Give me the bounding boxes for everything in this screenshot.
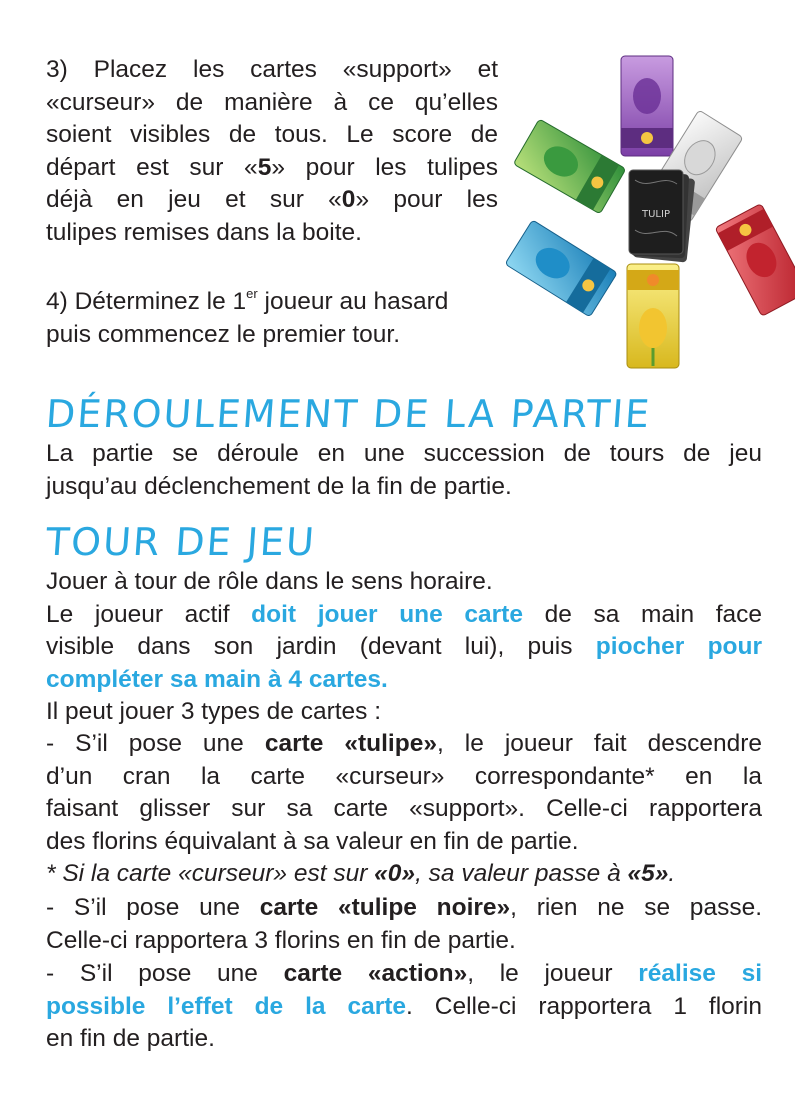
text-line: d’un cran la carte «curseur» correspondante* en la [46,762,762,790]
text-line: faisant glisser sur sa carte «support». Celle-ci rapportera [46,795,762,822]
text-line: jusqu’au déclenchement de la fin de partie. [46,472,512,500]
text-line: - S’il pose une carte «tulipe noire», rien ne se passe. [46,894,762,921]
text-line: départ est sur «5» pour les tulipes [46,153,498,181]
section-deroulement-text [46,438,762,503]
footnote: * Si la carte «curseur» est sur «0», sa valeur passe à «5». [46,860,676,887]
blue-tulip-card [505,220,617,317]
setup-step-3 [46,54,498,249]
card-deck [629,170,695,263]
text-line: «curseur» de manière à ce qu’elles [46,88,498,116]
tulip-cards-illustration [503,52,795,372]
text-line: La partie se déroule en une succession de tours de jeu [46,440,762,467]
text-line: Jouer à tour de rôle dans le sens horaire. [46,568,493,595]
section-title-deroulement: DÉROULEMENT DE LA PARTIE [44,392,653,436]
text-line: 4) Déterminez le 1er joueur au hasard [46,285,449,315]
text-line: Il peut jouer 3 types de cartes : [46,698,382,725]
card-type-action [46,958,762,1056]
text-line: Le joueur actif doit jouer une carte de sa main face [46,600,762,628]
setup-step-4 [46,286,506,351]
text-line: déjà en jeu et sur «0» pour les [46,186,498,213]
text-line: visible dans son jardin (devant lui), puis piocher pour [46,633,763,660]
text-line: - S’il pose une carte «tulipe», le joueur fait descendre [46,730,763,757]
section-tour-text [46,566,762,729]
purple-tulip-card [621,56,673,156]
text-line: en fin de partie. [46,1025,215,1052]
card-type-tulipe-noire [46,892,762,957]
text-line: possible l’effet de la carte. Celle-ci rapportera 1 florin [46,992,762,1020]
text-line: soient visibles de tous. Le score de [46,121,498,148]
section-title-tour-de-jeu: TOUR DE JEU [44,520,318,564]
text-line: des florins équivalant à sa valeur en fin de partie. [46,827,579,855]
green-tulip-card [513,119,626,214]
red-tulip-card [715,204,795,317]
deck-label: TULIP [642,209,670,220]
text-line: compléter sa main à 4 cartes. [46,665,388,693]
text-line: - S’il pose une carte «action», le joueur réalise si [46,960,763,987]
yellow-tulip-card [627,264,679,368]
text-line: 3) Placez les cartes «support» et [46,56,498,83]
text-line: tulipes remises dans la boite. [46,218,362,246]
text-line: Celle-ci rapportera 3 florins en fin de partie. [46,926,516,954]
card-type-tulipe [46,728,762,891]
text-line: puis commencez le premier tour. [46,320,401,348]
